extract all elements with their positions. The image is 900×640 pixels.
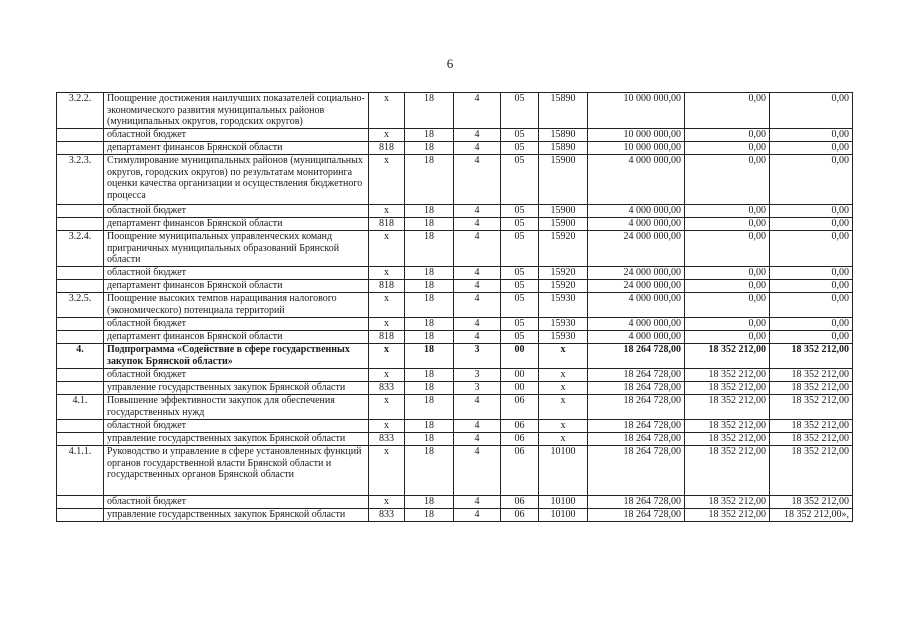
cell-event-code: 00 bbox=[501, 382, 539, 395]
cell-amount-year-1: 18 264 728,00 bbox=[588, 369, 685, 382]
cell-amount-year-1: 18 264 728,00 bbox=[588, 433, 685, 446]
cell-item-name: областной бюджет bbox=[104, 420, 369, 433]
cell-subprogram-code: 4 bbox=[454, 496, 501, 509]
cell-amount-year-3: 0,00 bbox=[770, 155, 853, 205]
cell-direction-code: 10100 bbox=[539, 509, 588, 522]
cell-direction-code: 10100 bbox=[539, 446, 588, 496]
cell-direction-code: 15920 bbox=[539, 267, 588, 280]
cell-event-code: 06 bbox=[501, 496, 539, 509]
cell-program-code: 18 bbox=[405, 129, 454, 142]
cell-subprogram-code: 4 bbox=[454, 331, 501, 344]
cell-item-number: 4.1.1. bbox=[57, 446, 104, 496]
cell-item-number: 3.2.3. bbox=[57, 155, 104, 205]
cell-item-name: Поощрение муниципальных управленческих команд приграничных муниципальных образований Брянской области bbox=[104, 231, 369, 267]
cell-direction-code: 15890 bbox=[539, 129, 588, 142]
cell-admin-code: х bbox=[369, 420, 405, 433]
cell-program-code: 18 bbox=[405, 205, 454, 218]
cell-amount-year-3: 0,00 bbox=[770, 231, 853, 267]
cell-amount-year-2: 18 352 212,00 bbox=[685, 446, 770, 496]
cell-amount-year-2: 0,00 bbox=[685, 205, 770, 218]
cell-admin-code: х bbox=[369, 496, 405, 509]
cell-event-code: 06 bbox=[501, 420, 539, 433]
cell-admin-code: 818 bbox=[369, 142, 405, 155]
cell-item-name: Руководство и управление в сфере установленных функций органов государственной власти Брянской области и государственных органов Брянской области bbox=[104, 446, 369, 496]
table-row bbox=[57, 369, 853, 382]
cell-event-code: 05 bbox=[501, 142, 539, 155]
table-row bbox=[57, 420, 853, 433]
cell-amount-year-1: 4 000 000,00 bbox=[588, 205, 685, 218]
cell-amount-year-3: 18 352 212,00 bbox=[770, 382, 853, 395]
cell-item-number: 3.2.2. bbox=[57, 93, 104, 129]
cell-event-code: 05 bbox=[501, 280, 539, 293]
cell-amount-year-2: 0,00 bbox=[685, 267, 770, 280]
table-row bbox=[57, 344, 853, 369]
cell-direction-code: х bbox=[539, 395, 588, 420]
cell-amount-year-3: 0,00 bbox=[770, 293, 853, 318]
cell-item-number bbox=[57, 142, 104, 155]
cell-amount-year-3: 18 352 212,00 bbox=[770, 446, 853, 496]
cell-admin-code: 833 bbox=[369, 433, 405, 446]
cell-subprogram-code: 4 bbox=[454, 267, 501, 280]
cell-event-code: 05 bbox=[501, 129, 539, 142]
cell-admin-code: х bbox=[369, 231, 405, 267]
cell-subprogram-code: 3 bbox=[454, 369, 501, 382]
cell-program-code: 18 bbox=[405, 93, 454, 129]
cell-item-name: областной бюджет bbox=[104, 267, 369, 280]
cell-amount-year-2: 18 352 212,00 bbox=[685, 382, 770, 395]
cell-event-code: 00 bbox=[501, 369, 539, 382]
cell-subprogram-code: 4 bbox=[454, 318, 501, 331]
cell-amount-year-1: 10 000 000,00 bbox=[588, 142, 685, 155]
cell-event-code: 00 bbox=[501, 344, 539, 369]
cell-event-code: 05 bbox=[501, 267, 539, 280]
cell-amount-year-1: 18 264 728,00 bbox=[588, 446, 685, 496]
cell-amount-year-3: 0,00 bbox=[770, 205, 853, 218]
cell-program-code: 18 bbox=[405, 155, 454, 205]
cell-amount-year-3: 0,00 bbox=[770, 331, 853, 344]
cell-item-name: управление государственных закупок Брянской области bbox=[104, 509, 369, 522]
cell-amount-year-3: 0,00 bbox=[770, 267, 853, 280]
cell-amount-year-2: 18 352 212,00 bbox=[685, 420, 770, 433]
cell-event-code: 05 bbox=[501, 205, 539, 218]
cell-item-number bbox=[57, 496, 104, 509]
cell-item-name: областной бюджет bbox=[104, 496, 369, 509]
cell-event-code: 05 bbox=[501, 231, 539, 267]
page-number: 6 bbox=[446, 56, 454, 71]
table-row bbox=[57, 446, 853, 496]
cell-amount-year-2: 0,00 bbox=[685, 231, 770, 267]
cell-item-name: Поощрение высоких темпов наращивания налогового (экономического) потенциала территорий bbox=[104, 293, 369, 318]
cell-item-number: 3.2.4. bbox=[57, 231, 104, 267]
cell-amount-year-1: 18 264 728,00 bbox=[588, 344, 685, 369]
cell-amount-year-2: 0,00 bbox=[685, 293, 770, 318]
cell-admin-code: х bbox=[369, 205, 405, 218]
cell-subprogram-code: 4 bbox=[454, 155, 501, 205]
cell-admin-code: х bbox=[369, 395, 405, 420]
cell-amount-year-2: 18 352 212,00 bbox=[685, 369, 770, 382]
cell-admin-code: х bbox=[369, 93, 405, 129]
cell-amount-year-3: 18 352 212,00 bbox=[770, 395, 853, 420]
cell-subprogram-code: 4 bbox=[454, 293, 501, 318]
cell-subprogram-code: 3 bbox=[454, 344, 501, 369]
cell-program-code: 18 bbox=[405, 267, 454, 280]
cell-item-name: областной бюджет bbox=[104, 318, 369, 331]
cell-item-name: областной бюджет bbox=[104, 129, 369, 142]
cell-amount-year-2: 18 352 212,00 bbox=[685, 496, 770, 509]
cell-item-number bbox=[57, 129, 104, 142]
table-row bbox=[57, 93, 853, 129]
cell-admin-code: 818 bbox=[369, 280, 405, 293]
cell-item-number bbox=[57, 369, 104, 382]
cell-subprogram-code: 4 bbox=[454, 205, 501, 218]
budget-table bbox=[56, 92, 853, 522]
cell-event-code: 06 bbox=[501, 433, 539, 446]
table-row bbox=[57, 293, 853, 318]
cell-subprogram-code: 4 bbox=[454, 142, 501, 155]
cell-direction-code: 15900 bbox=[539, 205, 588, 218]
cell-admin-code: х bbox=[369, 129, 405, 142]
table-row bbox=[57, 509, 853, 522]
cell-amount-year-1: 24 000 000,00 bbox=[588, 267, 685, 280]
cell-admin-code: 818 bbox=[369, 331, 405, 344]
cell-amount-year-2: 0,00 bbox=[685, 129, 770, 142]
cell-amount-year-2: 18 352 212,00 bbox=[685, 433, 770, 446]
cell-program-code: 18 bbox=[405, 496, 454, 509]
cell-program-code: 18 bbox=[405, 142, 454, 155]
table-row bbox=[57, 267, 853, 280]
cell-amount-year-1: 4 000 000,00 bbox=[588, 155, 685, 205]
table-row bbox=[57, 433, 853, 446]
cell-program-code: 18 bbox=[405, 395, 454, 420]
cell-amount-year-1: 18 264 728,00 bbox=[588, 496, 685, 509]
cell-item-name: управление государственных закупок Брянской области bbox=[104, 382, 369, 395]
cell-amount-year-3: 0,00 bbox=[770, 129, 853, 142]
cell-amount-year-2: 18 352 212,00 bbox=[685, 395, 770, 420]
cell-subprogram-code: 4 bbox=[454, 395, 501, 420]
cell-program-code: 18 bbox=[405, 331, 454, 344]
cell-direction-code: 15890 bbox=[539, 93, 588, 129]
cell-admin-code: х bbox=[369, 293, 405, 318]
cell-amount-year-3: 0,00 bbox=[770, 280, 853, 293]
cell-event-code: 05 bbox=[501, 93, 539, 129]
cell-subprogram-code: 3 bbox=[454, 382, 501, 395]
cell-subprogram-code: 4 bbox=[454, 446, 501, 496]
cell-program-code: 18 bbox=[405, 446, 454, 496]
cell-amount-year-1: 24 000 000,00 bbox=[588, 280, 685, 293]
cell-amount-year-3: 18 352 212,00 bbox=[770, 496, 853, 509]
cell-program-code: 18 bbox=[405, 433, 454, 446]
cell-item-number bbox=[57, 280, 104, 293]
table-row bbox=[57, 142, 853, 155]
cell-direction-code: 15930 bbox=[539, 293, 588, 318]
cell-admin-code: х bbox=[369, 267, 405, 280]
cell-amount-year-2: 0,00 bbox=[685, 331, 770, 344]
cell-subprogram-code: 4 bbox=[454, 509, 501, 522]
cell-item-name: областной бюджет bbox=[104, 369, 369, 382]
cell-direction-code: х bbox=[539, 433, 588, 446]
cell-program-code: 18 bbox=[405, 218, 454, 231]
cell-amount-year-2: 0,00 bbox=[685, 155, 770, 205]
cell-direction-code: 15920 bbox=[539, 280, 588, 293]
cell-event-code: 06 bbox=[501, 446, 539, 496]
cell-amount-year-2: 0,00 bbox=[685, 280, 770, 293]
cell-admin-code: х bbox=[369, 318, 405, 331]
cell-event-code: 06 bbox=[501, 395, 539, 420]
cell-item-number bbox=[57, 318, 104, 331]
cell-amount-year-1: 18 264 728,00 bbox=[588, 420, 685, 433]
table-row bbox=[57, 382, 853, 395]
cell-subprogram-code: 4 bbox=[454, 280, 501, 293]
cell-event-code: 05 bbox=[501, 293, 539, 318]
table-row bbox=[57, 231, 853, 267]
cell-admin-code: х bbox=[369, 155, 405, 205]
cell-amount-year-3: 18 352 212,00 bbox=[770, 433, 853, 446]
cell-direction-code: х bbox=[539, 420, 588, 433]
cell-item-number bbox=[57, 433, 104, 446]
table-row bbox=[57, 155, 853, 205]
cell-amount-year-3: 0,00 bbox=[770, 318, 853, 331]
cell-subprogram-code: 4 bbox=[454, 420, 501, 433]
cell-item-number bbox=[57, 509, 104, 522]
cell-amount-year-1: 4 000 000,00 bbox=[588, 293, 685, 318]
cell-admin-code: 833 bbox=[369, 382, 405, 395]
cell-item-name: департамент финансов Брянской области bbox=[104, 331, 369, 344]
cell-item-name: Стимулирование муниципальных районов (муниципальных округов, городских округов) по результатам мониторинга оценки качества организации и осуществления бюджетного процесса bbox=[104, 155, 369, 205]
cell-direction-code: 15900 bbox=[539, 155, 588, 205]
cell-item-number: 4.1. bbox=[57, 395, 104, 420]
cell-event-code: 05 bbox=[501, 331, 539, 344]
cell-program-code: 18 bbox=[405, 293, 454, 318]
cell-amount-year-1: 10 000 000,00 bbox=[588, 93, 685, 129]
cell-amount-year-1: 4 000 000,00 bbox=[588, 331, 685, 344]
cell-item-name: департамент финансов Брянской области bbox=[104, 142, 369, 155]
cell-item-name: департамент финансов Брянской области bbox=[104, 280, 369, 293]
cell-program-code: 18 bbox=[405, 369, 454, 382]
cell-program-code: 18 bbox=[405, 382, 454, 395]
cell-item-number bbox=[57, 382, 104, 395]
cell-admin-code: 818 bbox=[369, 218, 405, 231]
cell-subprogram-code: 4 bbox=[454, 129, 501, 142]
cell-admin-code: 833 bbox=[369, 509, 405, 522]
cell-program-code: 18 bbox=[405, 344, 454, 369]
cell-event-code: 05 bbox=[501, 155, 539, 205]
cell-subprogram-code: 4 bbox=[454, 433, 501, 446]
cell-amount-year-2: 0,00 bbox=[685, 142, 770, 155]
table-row bbox=[57, 129, 853, 142]
cell-admin-code: х bbox=[369, 446, 405, 496]
cell-amount-year-3: 0,00 bbox=[770, 218, 853, 231]
cell-amount-year-2: 0,00 bbox=[685, 318, 770, 331]
cell-amount-year-2: 18 352 212,00 bbox=[685, 509, 770, 522]
cell-item-name: областной бюджет bbox=[104, 205, 369, 218]
cell-amount-year-2: 18 352 212,00 bbox=[685, 344, 770, 369]
cell-amount-year-3: 18 352 212,00», bbox=[770, 509, 853, 522]
table-row bbox=[57, 496, 853, 509]
cell-amount-year-1: 18 264 728,00 bbox=[588, 509, 685, 522]
cell-amount-year-2: 0,00 bbox=[685, 218, 770, 231]
cell-item-name: департамент финансов Брянской области bbox=[104, 218, 369, 231]
cell-item-name: Подпрограмма «Содействие в сфере государственных закупок Брянской области» bbox=[104, 344, 369, 369]
cell-amount-year-2: 0,00 bbox=[685, 93, 770, 129]
table-row bbox=[57, 331, 853, 344]
cell-amount-year-1: 4 000 000,00 bbox=[588, 318, 685, 331]
cell-subprogram-code: 4 bbox=[454, 93, 501, 129]
cell-amount-year-3: 18 352 212,00 bbox=[770, 420, 853, 433]
cell-program-code: 18 bbox=[405, 280, 454, 293]
cell-program-code: 18 bbox=[405, 420, 454, 433]
cell-direction-code: 15920 bbox=[539, 231, 588, 267]
table-row bbox=[57, 280, 853, 293]
cell-direction-code: х bbox=[539, 344, 588, 369]
table-row bbox=[57, 395, 853, 420]
cell-amount-year-1: 10 000 000,00 bbox=[588, 129, 685, 142]
cell-subprogram-code: 4 bbox=[454, 231, 501, 267]
cell-admin-code: х bbox=[369, 344, 405, 369]
cell-event-code: 06 bbox=[501, 509, 539, 522]
table-row bbox=[57, 205, 853, 218]
cell-amount-year-1: 18 264 728,00 bbox=[588, 382, 685, 395]
cell-direction-code: 10100 bbox=[539, 496, 588, 509]
table-row bbox=[57, 218, 853, 231]
cell-direction-code: 15930 bbox=[539, 331, 588, 344]
cell-program-code: 18 bbox=[405, 509, 454, 522]
cell-program-code: 18 bbox=[405, 318, 454, 331]
cell-item-number bbox=[57, 218, 104, 231]
cell-admin-code: х bbox=[369, 369, 405, 382]
cell-direction-code: 15900 bbox=[539, 218, 588, 231]
cell-amount-year-3: 18 352 212,00 bbox=[770, 344, 853, 369]
cell-amount-year-3: 0,00 bbox=[770, 93, 853, 129]
table-row bbox=[57, 318, 853, 331]
cell-item-number bbox=[57, 205, 104, 218]
cell-direction-code: х bbox=[539, 369, 588, 382]
cell-item-name: Поощрение достижения наилучших показателей социально-экономического развития муниципальных районов (муниципальных округов, городских округов) bbox=[104, 93, 369, 129]
cell-direction-code: 15890 bbox=[539, 142, 588, 155]
cell-item-number bbox=[57, 331, 104, 344]
cell-amount-year-1: 24 000 000,00 bbox=[588, 231, 685, 267]
cell-program-code: 18 bbox=[405, 231, 454, 267]
cell-direction-code: х bbox=[539, 382, 588, 395]
cell-direction-code: 15930 bbox=[539, 318, 588, 331]
cell-amount-year-1: 18 264 728,00 bbox=[588, 395, 685, 420]
cell-item-number bbox=[57, 267, 104, 280]
cell-event-code: 05 bbox=[501, 218, 539, 231]
cell-item-number: 4. bbox=[57, 344, 104, 369]
cell-amount-year-1: 4 000 000,00 bbox=[588, 218, 685, 231]
cell-item-number: 3.2.5. bbox=[57, 293, 104, 318]
cell-item-name: управление государственных закупок Брянской области bbox=[104, 433, 369, 446]
cell-amount-year-3: 0,00 bbox=[770, 142, 853, 155]
cell-subprogram-code: 4 bbox=[454, 218, 501, 231]
cell-amount-year-3: 18 352 212,00 bbox=[770, 369, 853, 382]
cell-event-code: 05 bbox=[501, 318, 539, 331]
cell-item-number bbox=[57, 420, 104, 433]
cell-item-name: Повышение эффективности закупок для обеспечения государственных нужд bbox=[104, 395, 369, 420]
